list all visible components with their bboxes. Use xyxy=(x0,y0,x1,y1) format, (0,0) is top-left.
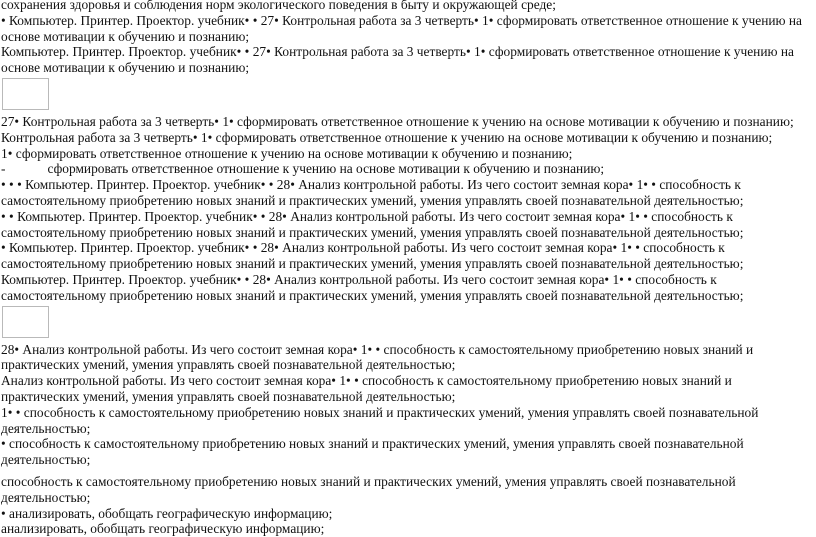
text-line-1: сохранения здоровья и соблюдения норм экологического поведения в быту и окружающей среде; xyxy=(1,0,556,12)
text-line-7 xyxy=(1,161,813,177)
empty-image-placeholder xyxy=(2,306,49,338)
empty-image-placeholder xyxy=(2,78,49,110)
text-line-16: способность к самостоятельному приобретению новых знаний и практических умений, умения управлять своей познавательной деятельностью; xyxy=(1,473,736,505)
text-line-11: Компьютер. Принтер. Проектор. учебник• • 28• Анализ контрольной работы. Из чего состоит земная кора• 1• • способность к самостоятельному приобретению новых знаний и практических умений, умения управлять своей познавательной деятельностью; xyxy=(1,271,744,303)
text-line-2: • Компьютер. Принтер. Проектор. учебник• • 27• Контрольная работа за 3 четверть• 1• сформировать ответственное отношение к учению на основе мотивации к обучению и познанию; xyxy=(1,12,803,44)
text-line-4: 27• Контрольная работа за 3 четверть• 1• сформировать ответственное отношение к учению на основе мотивации к обучению и познанию; xyxy=(1,113,794,129)
text-line-5: Контрольная работа за 3 четверть• 1• сформировать ответственное отношение к учению на основе мотивации к обучению и познанию; xyxy=(1,129,773,145)
text-line-12: 28• Анализ контрольной работы. Из чего состоит земная кора• 1• • способность к самостоятельному приобретению новых знаний и практических умений, умения управлять своей познавательной деятельностью; xyxy=(1,341,754,373)
text-line-17: • анализировать, обобщать географическую информацию; xyxy=(1,505,333,521)
text-line-15: • способность к самостоятельному приобретению новых знаний и практических умений, умения управлять своей познавательной деятельностью; xyxy=(1,436,744,468)
text-line-3: Компьютер. Принтер. Проектор. учебник• • 27• Контрольная работа за 3 четверть• 1• сформировать ответственное отношение к учению на основе мотивации к обучению и познанию; xyxy=(1,44,794,76)
dash-item-text: сформировать ответственное отношение к учению на основе мотивации к обучению и познанию; xyxy=(47,161,605,177)
text-line-13: Анализ контрольной работы. Из чего состоит земная кора• 1• • способность к самостоятельному приобретению новых знаний и практических умений, умения управлять своей познавательной деятельностью; xyxy=(1,373,732,404)
text-line-14: 1• • способность к самостоятельному приобретению новых знаний и практических умений, умения управлять своей познавательной деятельностью; xyxy=(1,404,759,436)
text-line-18: анализировать, обобщать географическую информацию; xyxy=(1,521,325,537)
text-line-9: • • Компьютер. Принтер. Проектор. учебник• • 28• Анализ контрольной работы. Из чего состоит земная кора• 1• • способность к самостоятельному приобретению новых знаний и практических умений, умения управлять своей познавательной деятельностью; xyxy=(1,208,744,240)
text-line-10: • Компьютер. Принтер. Проектор. учебник• • 28• Анализ контрольной работы. Из чего состоит земная кора• 1• • способность к самостоятельному приобретению новых знаний и практических умений, умения управлять своей познавательной деятельностью; xyxy=(1,240,744,272)
text-line-8: • • • Компьютер. Принтер. Проектор. учебник• • 28• Анализ контрольной работы. Из чего состоит земная кора• 1• • способность к самостоятельному приобретению новых знаний и практических умений, умения управлять своей познавательной деятельностью; xyxy=(1,177,744,208)
text-line-6: 1• сформировать ответственное отношение к учению на основе мотивации к обучению и познанию; xyxy=(1,145,573,161)
dash-marker: - xyxy=(1,161,6,177)
